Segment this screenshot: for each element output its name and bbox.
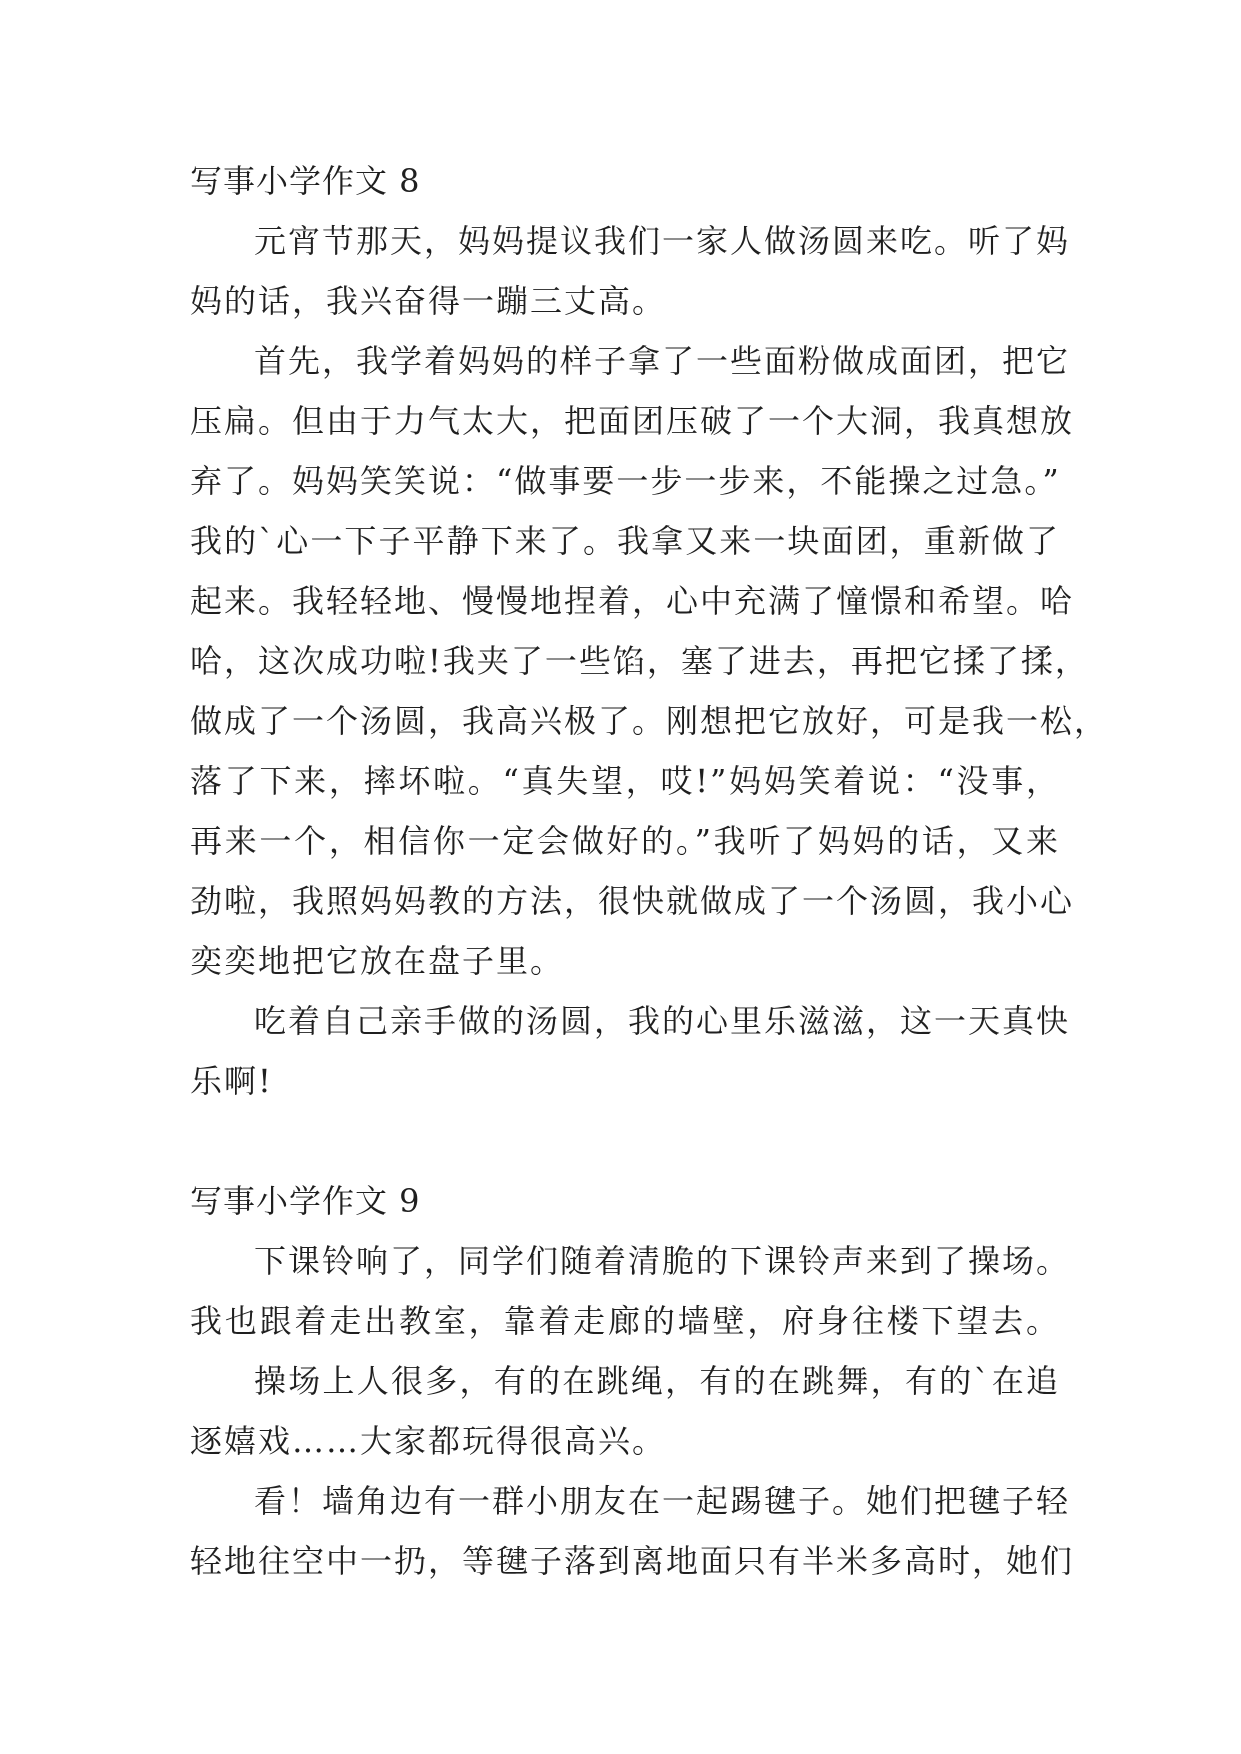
paragraph-line: 再来一个，相信你一定会做好的。”我听了妈妈的话，又来 — [190, 822, 1060, 860]
paragraph-line: 操场上人很多，有的在跳绳，有的在跳舞，有的`在追 — [254, 1362, 1060, 1400]
paragraph-line: 妈的话，我兴奋得一蹦三丈高。 — [190, 282, 667, 320]
paragraph-line: 弃了。妈妈笑笑说：“做事要一步一步来，不能操之过急。” — [190, 462, 1061, 500]
section-title: 写事小学作文 8 — [190, 162, 421, 200]
paragraph-line: 逐嬉戏……大家都玩得很高兴。 — [190, 1422, 667, 1460]
paragraph-line: 我也跟着走出教室，靠着走廊的墙壁，府身往楼下望去。 — [190, 1302, 1060, 1340]
paragraph-line: 落了下来，摔坏啦。“真失望，哎!”妈妈笑着说：“没事， — [190, 762, 1060, 800]
paragraph-line: 奕奕地把它放在盘子里。 — [190, 942, 565, 980]
paragraph-line: 下课铃响了，同学们随着清脆的下课铃声来到了操场。 — [254, 1242, 1071, 1280]
section-title: 写事小学作文 9 — [190, 1182, 421, 1220]
paragraph-line: 轻地往空中一扔，等毽子落到离地面只有半米多高时，她们 — [190, 1542, 1075, 1580]
paragraph-line: 劲啦，我照妈妈教的方法，很快就做成了一个汤圆，我小心 — [190, 882, 1075, 920]
paragraph-line: 吃着自己亲手做的汤圆，我的心里乐滋滋，这一天真快 — [254, 1002, 1071, 1040]
paragraph-line: 元宵节那天，妈妈提议我们一家人做汤圆来吃。听了妈 — [254, 222, 1071, 260]
paragraph-line: 看！墙角边有一群小朋友在一起踢毽子。她们把毽子轻 — [254, 1482, 1071, 1520]
paragraph-line: 乐啊! — [190, 1062, 273, 1100]
paragraph-line: 首先，我学着妈妈的样子拿了一些面粉做成面团，把它 — [254, 342, 1071, 380]
paragraph-line: 我的`心一下子平静下来了。我拿又来一块面团，重新做了 — [190, 522, 1060, 560]
paragraph-line: 压扁。但由于力气太大，把面团压破了一个大洞，我真想放 — [190, 402, 1075, 440]
paragraph-line: 起来。我轻轻地、慢慢地捏着，心中充满了憧憬和希望。哈 — [190, 582, 1075, 620]
paragraph-line: 哈，这次成功啦!我夹了一些馅，塞了进去，再把它揉了揉， — [190, 642, 1089, 680]
paragraph-line: 做成了一个汤圆，我高兴极了。刚想把它放好，可是我一松， — [190, 702, 1109, 740]
